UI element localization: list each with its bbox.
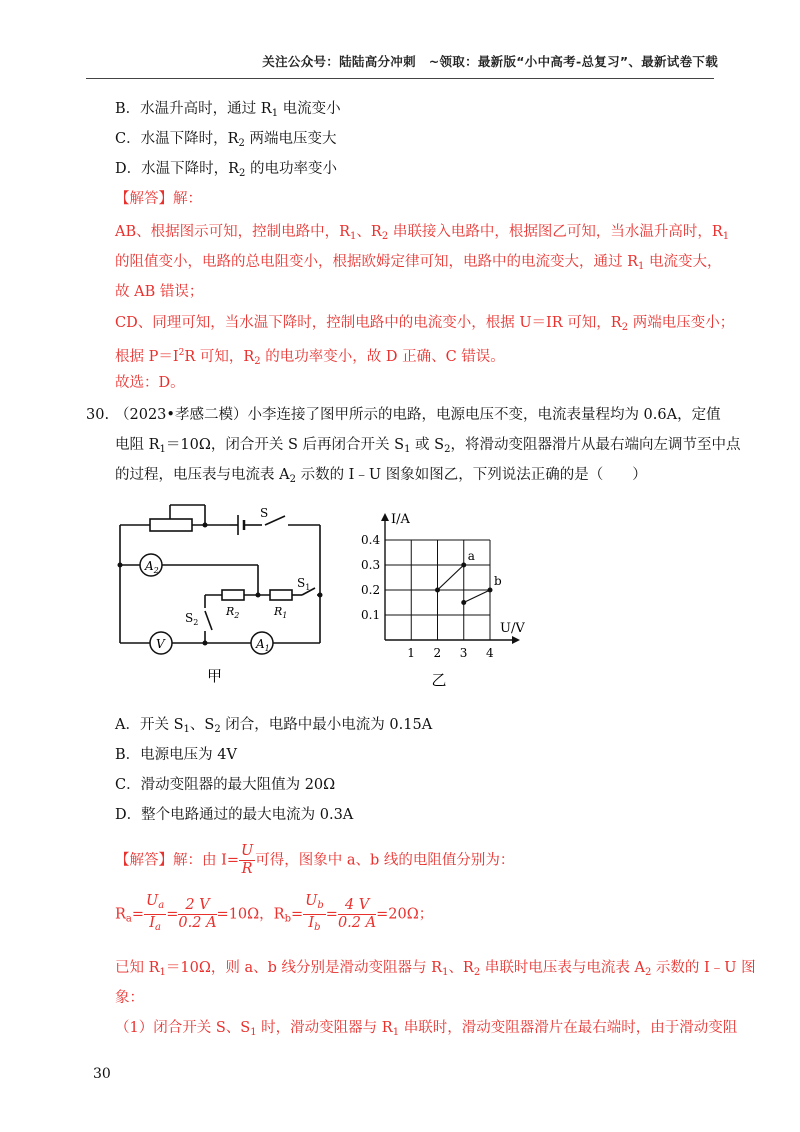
ammeter-a2-label: $A_2$ xyxy=(145,559,159,575)
answer-29-line1: AB、根据图示可知，控制电路中，$R_1$、$R_2$ 串联接入电路中，根据图乙可知，当水温升高时，$R_1$ xyxy=(115,224,730,242)
x-tick-label: 2 xyxy=(433,646,442,660)
x-tick-label: 3 xyxy=(459,646,468,660)
answer-30-line5: （1）闭合开关 S、$S_1$ 时，滑动变阻器与 $R_1$ 串联时，滑动变阻器滑片在最右端时，由于滑动变阻 xyxy=(115,1020,738,1038)
option-d-prev: D．水温下降时，$R_2$ 的电功率变小 xyxy=(115,161,338,179)
answer-30-line1: 【解答】解：由 I= $\frac{U}{R}$ 可得，图象中 a、b 线的电阻值分别为： xyxy=(115,843,515,877)
answer-29-line3: 故 AB 错误； xyxy=(115,284,204,300)
option-d: D．整个电路通过的最大电流为 0.3A xyxy=(115,807,354,823)
answer-29-label: 【解答】解： xyxy=(115,191,202,207)
series-label-a: a xyxy=(467,549,475,563)
answer-29-line2: 的阻值变小，电路的总电阻变小，根据欧姆定律可知，电路中的电流变大，通过 $R_1$ 电流变大， xyxy=(115,254,722,272)
option-b: B．电源电压为 4V xyxy=(115,747,237,763)
answer-30-formula: $R_a=$ $\frac{U_a}{I_a}$ = $\frac{2 V}{0.2 A}$ =10Ω，$R_b=$ $\frac{U_b}{I_b}$ = $\frac{4 V}{0.2 A}$ =20Ω； xyxy=(115,893,434,933)
data-point-a xyxy=(461,563,466,568)
data-point-b xyxy=(461,600,466,605)
circuit-caption: 甲 xyxy=(207,667,223,685)
question-30-line1: （2023•孝感二模）小李连接了图甲所示的电路，电源电压不变，电流表量程均为 0.6A，定值 xyxy=(115,407,721,423)
resistor-r1 xyxy=(270,590,292,600)
option-c: C．滑动变阻器的最大阻值为 20Ω xyxy=(115,777,336,793)
circuit-diagram xyxy=(110,495,340,690)
resistor-r2 xyxy=(222,590,244,600)
series-line-b xyxy=(464,590,490,603)
data-point-a xyxy=(435,588,440,593)
x-axis-arrow xyxy=(512,636,520,644)
answer-30-line3: 已知 $R_1=10\Omega$，则 a、b 线分别是滑动变阻器与 $R_1$、$R_2$ 串联时电压表与电流表 $A_2$ 示数的 I﹣U 图 xyxy=(115,960,756,978)
iu-chart xyxy=(360,505,560,690)
series-line-a xyxy=(438,565,464,590)
ammeter-a1-label: $A_1$ xyxy=(256,637,270,653)
option-c-prev: C．水温下降时，$R_2$ 两端电压变大 xyxy=(115,131,337,149)
voltmeter-label: V xyxy=(156,637,165,651)
page-header: 关注公众号：陆陆高分冲刺 ~领取：最新版“小中高考-总复习”、最新试卷下载 xyxy=(262,54,718,69)
answer-29-line6: 故选：D。 xyxy=(115,375,185,391)
data-point-b xyxy=(488,588,493,593)
switch-s-label: S xyxy=(260,506,269,520)
y-tick-label: 0.3 xyxy=(361,558,381,572)
y-tick-label: 0.4 xyxy=(361,533,381,547)
y-axis-label: I/A xyxy=(391,512,410,527)
page-number: 30 xyxy=(93,1066,111,1082)
y-tick-label: 0.2 xyxy=(361,583,381,597)
switch-s2 xyxy=(205,611,212,630)
chart-caption: 乙 xyxy=(431,671,447,689)
question-30-line3: 的过程，电压表与电流表 $A_2$ 示数的 I﹣U 图象如图乙，下列说法正确的是（ ） xyxy=(115,467,647,485)
option-b-prev: B．水温升高时，通过 $R_1$ 电流变小 xyxy=(115,101,341,119)
r1-label: $R_1$ xyxy=(274,605,288,620)
y-tick-label: 0.1 xyxy=(361,608,381,622)
header-divider xyxy=(86,78,714,79)
switch-s2-label: $S_2$ xyxy=(185,611,199,627)
option-a: A．开关 $S_1$、$S_2$ 闭合，电路中最小电流为 0.15A xyxy=(115,717,433,735)
rheostat xyxy=(150,519,192,531)
x-axis-label: U/V xyxy=(500,621,525,636)
answer-29-line4: CD、同理可知，当水温下降时，控制电路中的电流变小，根据 U＝IR 可知，$R_2$ 两端电压变小； xyxy=(115,315,735,333)
switch-s1-label: $S_1$ xyxy=(297,576,311,592)
answer-29-line5: 根据 $P=I^2R$ 可知，$R_2$ 的电功率变小，故 D 正确、C 错误。 xyxy=(115,348,505,367)
question-30-number: 30. xyxy=(86,407,110,423)
x-tick-label: 4 xyxy=(486,646,494,660)
question-30-line2: 电阻 $R_1=10\Omega$，闭合开关 S 后再闭合开关 $S_1$ 或 $S_2$，将滑动变阻器滑片从最右端向左调节至中点 xyxy=(115,437,741,455)
answer-30-line4: 象： xyxy=(115,990,144,1006)
x-tick-label: 1 xyxy=(407,646,415,660)
r2-label: $R_2$ xyxy=(226,605,240,620)
y-axis-arrow xyxy=(381,513,389,521)
series-label-b: b xyxy=(494,574,502,588)
